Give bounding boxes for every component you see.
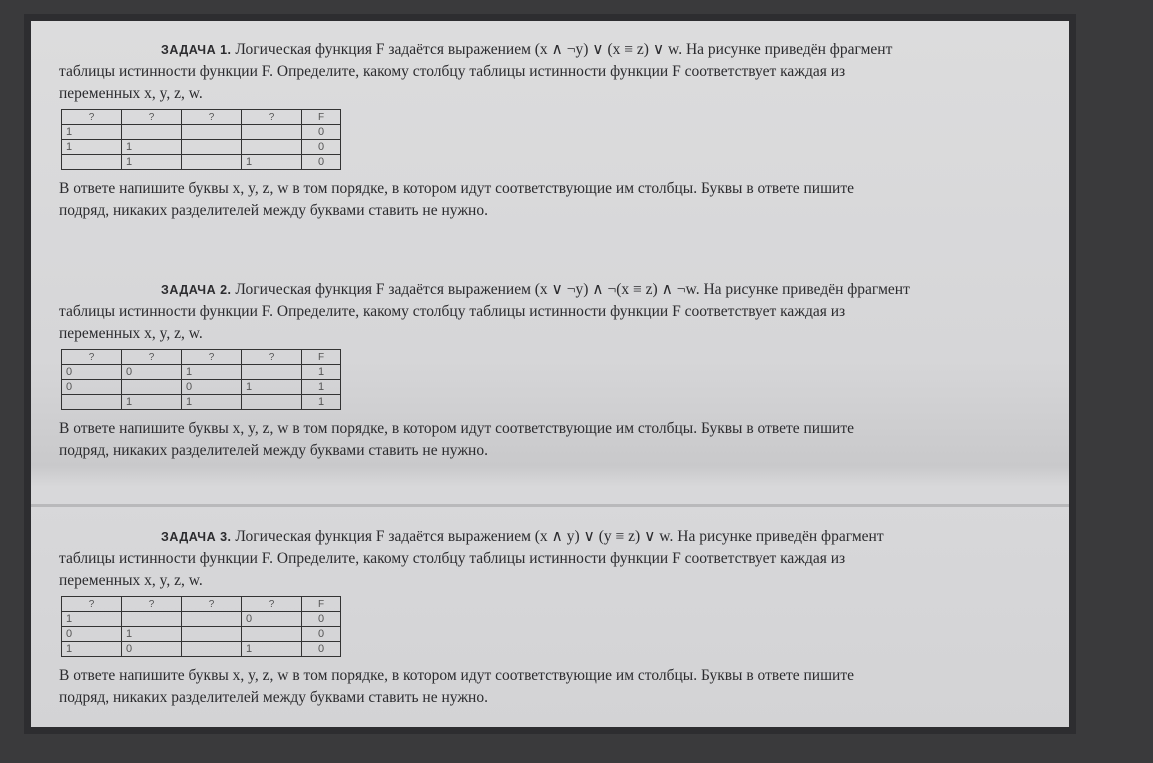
table-cell: 1	[122, 140, 182, 155]
table-cell: 1	[242, 642, 302, 657]
table-row	[62, 365, 341, 380]
table-cell-f: 1	[302, 395, 341, 410]
task-2-line3: переменных x, y, z, w.	[59, 325, 203, 342]
task-2-answer-line1: В ответе напишите буквы x, y, z, w в том порядке, в котором идут соответствующие им столбцы. Буквы в ответе пишите	[59, 420, 854, 437]
table-cell-f: 0	[302, 642, 341, 657]
header-cell-f: F	[302, 350, 341, 365]
worksheet-page	[24, 14, 1076, 734]
table-cell: 0	[122, 642, 182, 657]
task-1-label: ЗАДАЧА 1.	[161, 43, 232, 57]
table-cell	[242, 627, 302, 642]
table-cell: 1	[62, 642, 122, 657]
table-cell	[122, 380, 182, 395]
header-cell: ?	[62, 110, 122, 125]
task-2-label: ЗАДАЧА 2.	[161, 283, 232, 297]
table-cell	[242, 140, 302, 155]
table-cell	[62, 155, 122, 170]
table-cell: 0	[122, 365, 182, 380]
table-header-row	[62, 110, 341, 125]
table-cell: 1	[182, 395, 242, 410]
table-cell-f: 0	[302, 125, 341, 140]
table-cell-f: 0	[302, 627, 341, 642]
table-cell: 1	[122, 627, 182, 642]
table-cell-f: 0	[302, 140, 341, 155]
table-cell: 1	[62, 612, 122, 627]
task-3-intro	[31, 526, 1061, 548]
header-cell: ?	[182, 350, 242, 365]
task-2-intro-text: Логическая функция F задаётся выражением (x ∨ ¬y) ∧ ¬(x ≡ z) ∧ ¬w. На рисунке приведён фрагмент	[235, 281, 910, 298]
task-2-line2: таблицы истинности функции F. Определите, какому столбцу таблицы истинности функции F соответствует каждая из	[59, 303, 846, 320]
table-cell: 1	[62, 140, 122, 155]
task-3-answer-line1: В ответе напишите буквы x, y, z, w в том порядке, в котором идут соответствующие им столбцы. Буквы в ответе пишите	[59, 667, 854, 684]
header-cell: ?	[242, 110, 302, 125]
paper-fold	[31, 504, 1069, 507]
task-3-line2: таблицы истинности функции F. Определите, какому столбцу таблицы истинности функции F соответствует каждая из	[59, 550, 846, 567]
table-cell	[182, 140, 242, 155]
header-cell: ?	[122, 350, 182, 365]
table-cell	[242, 395, 302, 410]
table-cell: 1	[242, 380, 302, 395]
header-cell: ?	[242, 350, 302, 365]
table-cell-f: 0	[302, 612, 341, 627]
table-cell: 1	[182, 365, 242, 380]
table-cell	[182, 155, 242, 170]
task-1-answer-line2: подряд, никаких разделителей между буквами ставить не нужно.	[59, 202, 488, 219]
table-cell-f: 1	[302, 380, 341, 395]
task-3-label: ЗАДАЧА 3.	[161, 530, 232, 544]
task-2	[31, 279, 1061, 462]
table-row	[62, 612, 341, 627]
table-cell	[182, 612, 242, 627]
task-3-intro-text: Логическая функция F задаётся выражением (x ∧ y) ∨ (y ≡ z) ∨ w. На рисунке приведён фрагмент	[235, 528, 884, 545]
header-cell: ?	[62, 597, 122, 612]
task-2-truth-table	[61, 349, 341, 410]
header-cell: ?	[62, 350, 122, 365]
header-cell: ?	[242, 597, 302, 612]
table-header-row	[62, 350, 341, 365]
table-cell	[182, 627, 242, 642]
table-cell: 0	[182, 380, 242, 395]
table-cell	[242, 365, 302, 380]
table-cell: 0	[62, 365, 122, 380]
table-cell: 0	[62, 627, 122, 642]
task-1-answer-line1: В ответе напишите буквы x, y, z, w в том порядке, в котором идут соответствующие им столбцы. Буквы в ответе пишите	[59, 180, 854, 197]
task-1	[31, 39, 1061, 222]
table-row	[62, 642, 341, 657]
table-header-row	[62, 597, 341, 612]
table-cell	[122, 612, 182, 627]
task-1-line3: переменных x, y, z, w.	[59, 85, 203, 102]
table-row	[62, 140, 341, 155]
table-row	[62, 125, 341, 140]
table-cell-f: 0	[302, 155, 341, 170]
table-row	[62, 395, 341, 410]
table-cell	[242, 125, 302, 140]
table-row	[62, 627, 341, 642]
table-cell: 1	[62, 125, 122, 140]
task-1-truth-table	[61, 109, 341, 170]
table-cell: 0	[62, 380, 122, 395]
header-cell: ?	[122, 110, 182, 125]
table-cell: 1	[122, 395, 182, 410]
header-cell-f: F	[302, 597, 341, 612]
task-2-intro	[31, 279, 1061, 301]
table-cell: 0	[242, 612, 302, 627]
header-cell-f: F	[302, 110, 341, 125]
table-row	[62, 155, 341, 170]
task-1-intro-text: Логическая функция F задаётся выражением (x ∧ ¬y) ∨ (x ≡ z) ∨ w. На рисунке приведён фрагмент	[235, 41, 893, 58]
task-1-line2: таблицы истинности функции F. Определите, какому столбцу таблицы истинности функции F соответствует каждая из	[59, 63, 846, 80]
header-cell: ?	[182, 597, 242, 612]
task-2-answer-line2: подряд, никаких разделителей между буквами ставить не нужно.	[59, 442, 488, 459]
table-cell	[182, 642, 242, 657]
header-cell: ?	[122, 597, 182, 612]
table-cell	[182, 125, 242, 140]
table-cell: 1	[122, 155, 182, 170]
task-3-answer-line2: подряд, никаких разделителей между буквами ставить не нужно.	[59, 689, 488, 706]
task-3	[31, 526, 1061, 709]
table-cell	[62, 395, 122, 410]
task-3-line3: переменных x, y, z, w.	[59, 572, 203, 589]
header-cell: ?	[182, 110, 242, 125]
table-cell: 1	[242, 155, 302, 170]
task-1-intro	[31, 39, 1061, 61]
task-3-truth-table	[61, 596, 341, 657]
table-row	[62, 380, 341, 395]
table-cell-f: 1	[302, 365, 341, 380]
table-cell	[122, 125, 182, 140]
